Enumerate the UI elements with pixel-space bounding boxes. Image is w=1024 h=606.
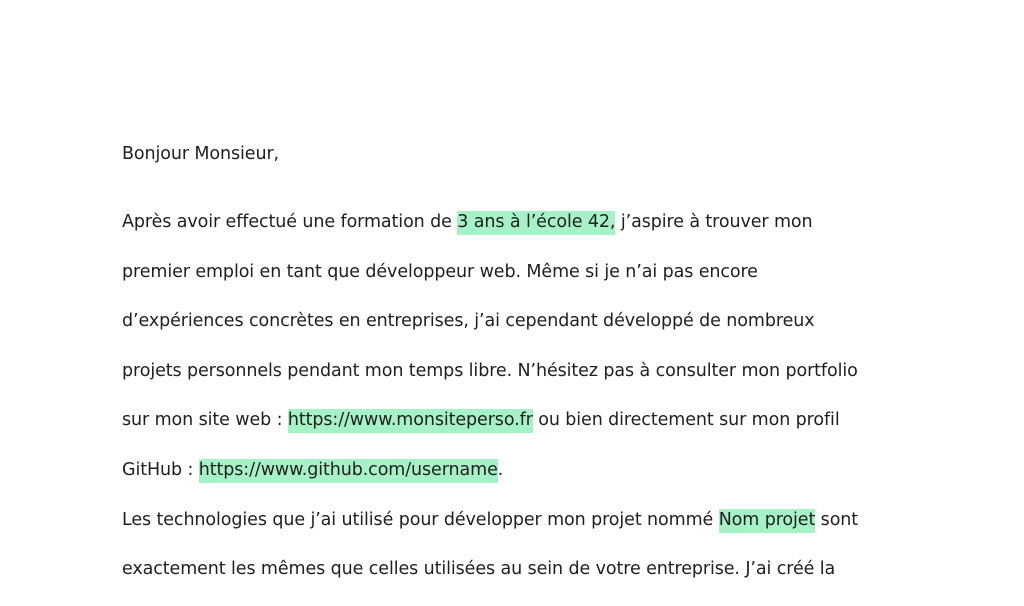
highlighted-project-name: Nom projet: [719, 509, 816, 533]
letter-body: [122, 141, 922, 606]
greeting: Bonjour Monsieur,: [122, 144, 280, 164]
text-run: .: [497, 459, 504, 480]
text-run: sont: [815, 509, 859, 530]
text-run: j’aspire à trouver mon: [615, 212, 813, 232]
highlighted-website-link: https://www.monsiteperso.fr: [288, 409, 533, 433]
paragraph-line: [122, 507, 922, 533]
paragraph-line: [122, 457, 922, 483]
text-run: ou bien directement sur mon profil: [532, 410, 840, 431]
highlighted-github-link: https://www.github.com/username: [199, 459, 498, 483]
text-run: sur mon site web :: [122, 410, 288, 431]
paragraph-technologies: [122, 507, 922, 583]
paragraph-intro: [122, 209, 922, 483]
paragraph-line: projets personnels pendant mon temps libre. N’hésitez pas à consulter mon portfolio: [122, 360, 858, 381]
highlighted-training: 3 ans à l’école 42,: [457, 211, 615, 235]
text-run: Les technologies que j’ai utilisé pour développer mon projet nommé: [122, 509, 719, 530]
paragraph-line: [122, 209, 922, 235]
paragraph-line: exactement les mêmes que celles utilisées au sein de votre entreprise. J’ai créé la: [122, 559, 836, 580]
paragraph-line: d’expériences concrètes en entreprises, j’ai cependant développé de nombreux: [122, 311, 815, 332]
paragraph-line: premier emploi en tant que développeur web. Même si je n’ai pas encore: [122, 261, 758, 282]
text-run: GitHub :: [122, 459, 199, 480]
text-run: Après avoir effectué une formation de: [122, 212, 458, 232]
paragraph-line: [122, 407, 922, 433]
